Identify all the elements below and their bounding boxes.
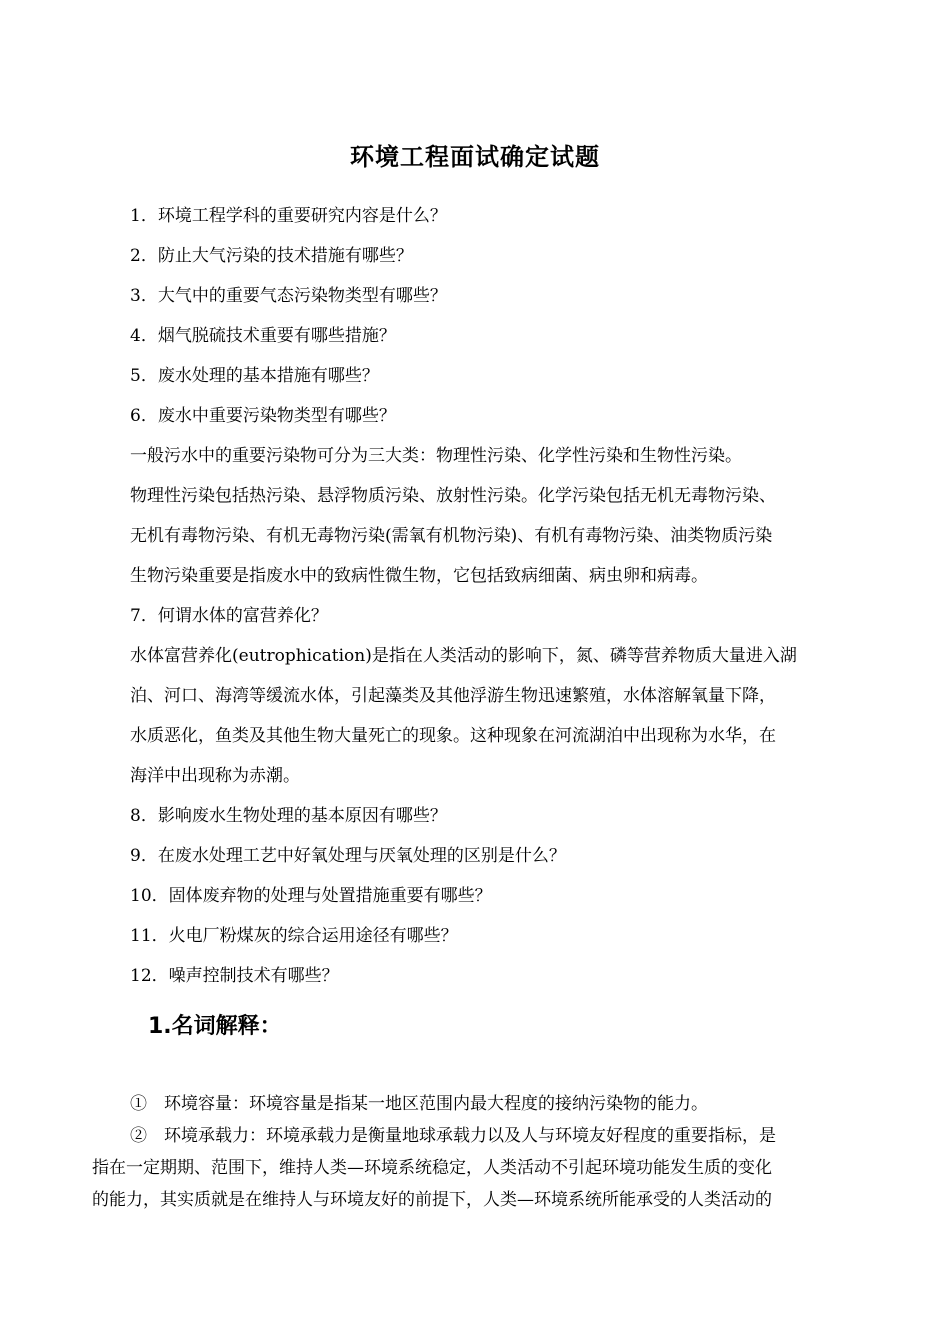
definition-1: ① 环境容量：环境容量是指某一地区范围内最大程度的接纳污染物的能力。 <box>130 1094 708 1114</box>
definition-2-line-2: 指在一定期期、范围下，维持人类—环境系统稳定，人类活动不引起环境功能发生质的变化 <box>92 1158 772 1178</box>
answer-7-line-2: 泊、河口、海湾等缓流水体，引起藻类及其他浮游生物迅速繁殖，水体溶解氧量下降， <box>130 686 776 706</box>
question-3: 3．大气中的重要气态污染物类型有哪些？ <box>130 286 447 306</box>
answer-6-line-3: 无机有毒物污染、有机无毒物污染(需氧有机物污染)、有机有毒物污染、油类物质污染 <box>130 526 773 546</box>
question-11: 11．火电厂粉煤灰的综合运用途径有哪些？ <box>130 926 458 946</box>
answer-6-line-2: 物理性污染包括热污染、悬浮物质污染、放射性污染。化学污染包括无机无毒物污染、 <box>130 486 776 506</box>
question-6: 6．废水中重要污染物类型有哪些？ <box>130 406 396 426</box>
question-7: 7．何谓水体的富营养化？ <box>130 606 328 626</box>
question-12: 12．噪声控制技术有哪些？ <box>130 966 339 986</box>
answer-7-line-3: 水质恶化，鱼类及其他生物大量死亡的现象。这种现象在河流湖泊中出现称为水华，在 <box>130 726 776 746</box>
answer-6-line-1: 一般污水中的重要污染物可分为三大类：物理性污染、化学性污染和生物性污染。 <box>130 446 742 466</box>
definition-2-line-1: ② 环境承载力：环境承载力是衡量地球承载力以及人与环境友好程度的重要指标，是 <box>130 1126 776 1146</box>
section-heading: 1.名词解释： <box>148 1014 282 1039</box>
question-5: 5．废水处理的基本措施有哪些？ <box>130 366 379 386</box>
page-title: 环境工程面试确定试题 <box>350 142 600 171</box>
answer-7-line-4: 海洋中出现称为赤潮。 <box>130 766 300 786</box>
answer-7-line-1: 水体富营养化(eutrophication)是指在人类活动的影响下，氮、磷等营养物质大量进入湖 <box>130 646 797 666</box>
answer-6-line-4: 生物污染重要是指废水中的致病性微生物，它包括致病细菌、病虫卵和病毒。 <box>130 566 708 586</box>
question-2: 2．防止大气污染的技术措施有哪些？ <box>130 246 413 266</box>
question-1: 1．环境工程学科的重要研究内容是什么？ <box>130 206 447 226</box>
question-8: 8．影响废水生物处理的基本原因有哪些？ <box>130 806 447 826</box>
question-9: 9．在废水处理工艺中好氧处理与厌氧处理的区别是什么？ <box>130 846 566 866</box>
question-10: 10．固体废弃物的处理与处置措施重要有哪些？ <box>130 886 492 906</box>
definition-2-line-3: 的能力，其实质就是在维持人与环境友好的前提下，人类—环境系统所能承受的人类活动的 <box>92 1190 772 1210</box>
question-4: 4．烟气脱硫技术重要有哪些措施？ <box>130 326 396 346</box>
